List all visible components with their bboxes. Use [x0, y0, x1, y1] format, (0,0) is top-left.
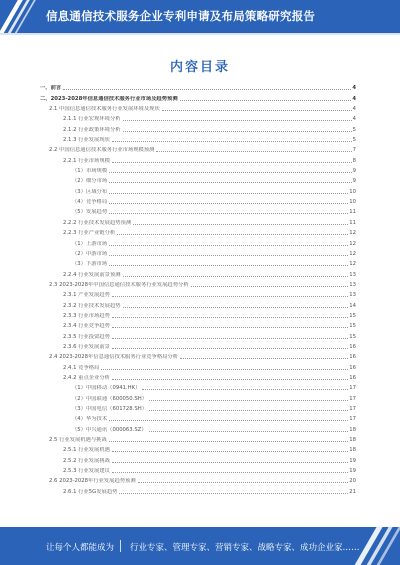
toc-entry[interactable]	[40, 361, 356, 371]
toc-page-number: 17	[349, 406, 356, 412]
toc-entry[interactable]	[40, 103, 356, 113]
toc-page-number: 18	[349, 437, 356, 444]
toc-page-number: 8	[352, 157, 356, 164]
toc-page-number: 20	[349, 478, 356, 485]
toc-entry[interactable]	[40, 434, 356, 444]
toc-entry-text: （3）区域分布	[72, 188, 108, 195]
toc-page-number: 9	[352, 168, 356, 175]
toc-dot-leader	[149, 410, 348, 411]
toc-entry[interactable]	[40, 248, 356, 258]
toc-dot-leader	[109, 182, 351, 183]
toc-page-number: 12	[349, 261, 356, 268]
toc-entry-text: 二、2023-2028年信息通信技术服务行业市场及趋势预测	[40, 95, 178, 102]
toc-dot-leader	[119, 493, 348, 494]
toc-entry-text: 2.2.3 行业产业链分析	[63, 230, 116, 237]
toc-entry[interactable]	[40, 279, 356, 289]
toc-entry-text: 2.4.2 重点企业分析	[63, 374, 110, 381]
toc-page-number: 10	[349, 188, 356, 195]
header-logo-mark	[0, 0, 40, 33]
toc-page-number: 16	[349, 374, 356, 381]
page-header	[0, 0, 400, 33]
toc-page-number: 12	[349, 250, 356, 257]
toc-entry-text: 2.1 中国信息通信技术服务行业发展环境及现状	[49, 106, 160, 113]
toc-entry-text: 2.3.2 行业技术发展趋势	[63, 302, 121, 309]
toc-entry[interactable]	[40, 351, 356, 361]
toc-page-number: 15	[349, 312, 356, 319]
toc-dot-leader	[109, 172, 351, 173]
toc-entry-text: 2.2.4 行业发展前景预测	[63, 271, 121, 278]
toc-dot-leader	[109, 420, 348, 421]
toc-page-number: 19	[349, 457, 356, 464]
toc-page-number: 16	[349, 343, 356, 350]
toc-entry-text: 2.3 2023-2028年中国信息通信技术服务行业发展趋势分析	[49, 281, 189, 288]
toc-dot-leader	[180, 358, 348, 359]
toc-entry-text: 2.3.3 行业市场趋势	[63, 312, 110, 319]
toc-entry[interactable]	[40, 175, 356, 185]
toc-page-number: 17	[349, 385, 356, 392]
toc-page-number: 10	[349, 199, 356, 206]
toc-entry[interactable]	[40, 341, 356, 351]
toc-dot-leader	[162, 110, 352, 111]
toc-page-number: 18	[349, 447, 356, 454]
report-title: 信息通信技术服务企业专利申请及布局策略研究报告	[46, 9, 316, 23]
toc-page-number: 12	[349, 230, 356, 237]
toc-dot-leader	[117, 234, 348, 235]
toc-entry[interactable]	[40, 299, 356, 309]
toc-entry-text: 2.2.2 行业技术发展趋势预测	[63, 219, 132, 226]
toc-dot-leader	[149, 400, 348, 401]
toc-entry-text: 2.5 行业发展机遇与挑战	[49, 437, 107, 444]
toc-dot-leader	[112, 379, 348, 380]
toc-page-number: 9	[352, 178, 356, 185]
header-divider	[0, 33, 400, 35]
toc-entry[interactable]	[40, 82, 356, 92]
toc-page-number: 16	[349, 364, 356, 371]
toc-entry[interactable]	[40, 310, 356, 320]
toc-page-number: 5	[352, 126, 356, 133]
toc-page-number: 11	[349, 219, 356, 226]
toc-page-number: 19	[349, 468, 356, 475]
toc-entry[interactable]	[40, 268, 356, 278]
toc-page-number: 7	[352, 147, 356, 154]
toc-dot-leader	[112, 451, 348, 452]
toc-dot-leader	[180, 100, 352, 101]
toc-entry[interactable]	[40, 185, 356, 195]
toc-page-number: 4	[352, 85, 356, 92]
toc-entry-text: 2.2.1 行业市场规模	[63, 157, 110, 164]
toc-entry[interactable]	[40, 475, 356, 485]
toc-dot-leader	[112, 141, 352, 142]
toc-dot-leader	[109, 193, 348, 194]
toc-entry-text: （5）发展趋势	[72, 209, 108, 216]
footer-logo-mark	[355, 527, 400, 565]
toc-dot-leader	[123, 120, 352, 121]
toc-entry[interactable]	[40, 485, 356, 495]
footer-divider	[120, 540, 121, 552]
toc-dot-leader	[112, 472, 348, 473]
toc-entry-text: 2.3.5 行业投资趋势	[63, 333, 110, 340]
toc-entry-text: （2）中游市场	[72, 250, 108, 257]
toc-entry-text: （1）市场规模	[72, 168, 108, 175]
toc-dot-leader	[109, 203, 348, 204]
toc-dot-leader	[156, 151, 351, 152]
toc-page-number: 4	[352, 95, 356, 102]
toc-page-number: 17	[349, 395, 356, 402]
toc-dot-leader	[123, 276, 349, 277]
toc-entry[interactable]	[40, 123, 356, 133]
toc-dot-leader	[109, 441, 348, 442]
toc-entry[interactable]	[40, 134, 356, 144]
toc-entry-text: （1）上游市场	[72, 240, 108, 247]
toc-dot-leader	[123, 131, 352, 132]
toc-entry[interactable]	[40, 154, 356, 164]
toc-entry-text: 一、前言	[40, 85, 62, 92]
toc-dot-leader	[112, 327, 348, 328]
toc-page-number: 13	[349, 292, 356, 299]
toc-entry-text: （1）中国移动（0941.HK）	[72, 385, 141, 392]
toc-entry-text: （2）中国联通（600050.SH）	[72, 395, 147, 402]
toc-entry-text: 2.4.1 竞争格局	[63, 364, 100, 371]
toc-entry-text: 2.3.4 行业竞争趋势	[63, 323, 110, 330]
toc-dot-leader	[149, 431, 349, 432]
page-footer	[0, 527, 400, 565]
toc-entry[interactable]	[40, 92, 356, 102]
toc-dot-leader	[112, 348, 348, 349]
toc-entry-text: 2.2 中国信息通信技术服务行业市场规模预测	[49, 147, 155, 154]
toc-entry[interactable]	[40, 227, 356, 237]
footer-slogan-left: 让每个人都能成为	[46, 543, 115, 553]
toc-entry-text: 2.3.1 产业发展趋势	[63, 292, 110, 299]
toc-page-number: 13	[349, 281, 356, 288]
toc-entry[interactable]	[40, 330, 356, 340]
toc-entry-text: 2.5.2 行业发展挑战	[63, 457, 110, 464]
toc-page-number: 18	[349, 426, 356, 433]
toc-dot-leader	[109, 265, 348, 266]
toc-page-number: 12	[349, 240, 356, 247]
toc-dot-leader	[138, 482, 349, 483]
toc-entry[interactable]	[40, 392, 356, 402]
toc-entry[interactable]	[40, 165, 356, 175]
toc-entry[interactable]	[40, 206, 356, 216]
toc-dot-leader	[109, 255, 348, 256]
toc-dot-leader	[133, 224, 348, 225]
toc-entry[interactable]	[40, 237, 356, 247]
toc-dot-leader	[142, 389, 348, 390]
toc-entry[interactable]	[40, 320, 356, 330]
footer-slogan-right: 行业专家、管理专家、营销专家、战略专家、成功企业家……	[130, 543, 360, 553]
toc-entry-text: （3）下游市场	[72, 261, 108, 268]
toc-heading: 内容目录	[169, 60, 230, 75]
toc-dot-leader	[101, 369, 348, 370]
toc-dot-leader	[63, 89, 351, 90]
toc-entry[interactable]	[40, 403, 356, 413]
toc-page-number: 4	[352, 106, 356, 113]
toc-page-number: 15	[349, 333, 356, 340]
toc-dot-leader	[109, 213, 348, 214]
toc-entry-text: 2.1.3 行业发展现状	[63, 137, 110, 144]
toc-entry[interactable]	[40, 465, 356, 475]
toc-dot-leader	[112, 162, 352, 163]
toc-entry-text: （5）中兴通讯（000063.SZ）	[72, 426, 147, 433]
toc-entry[interactable]	[40, 423, 356, 433]
toc-entry-text: 2.1.1 行业宏观环境分析	[63, 116, 121, 123]
toc-entry[interactable]	[40, 454, 356, 464]
toc-entry-text: 2.6.1 行业5G发展趋势	[63, 488, 118, 495]
toc-entry-text: （2）细分市场	[72, 178, 108, 185]
toc-entry[interactable]	[40, 372, 356, 382]
toc-entry-text: （3）中国电信（601728.SH）	[72, 406, 147, 412]
toc-entry[interactable]	[40, 444, 356, 454]
toc-page-number: 13	[349, 271, 356, 278]
toc-entry-text: （4）华为技术	[72, 416, 108, 423]
toc-page-number: 21	[349, 488, 356, 495]
toc-page-number: 5	[352, 137, 356, 144]
toc-dot-leader	[112, 296, 348, 297]
toc-entry[interactable]	[40, 413, 356, 423]
toc-dot-leader	[123, 307, 349, 308]
toc-entry[interactable]	[40, 196, 356, 206]
toc-entry-text: 2.4 2023-2028年信息通信技术服务行业竞争格局分析	[49, 354, 179, 361]
toc-entry[interactable]	[40, 258, 356, 268]
toc-entry[interactable]	[40, 382, 356, 392]
toc-entry[interactable]	[40, 113, 356, 123]
toc-entry-text: 2.3.6 行业发展前景	[63, 343, 110, 350]
toc-entry-text: 2.6 2023-2028年行业发展趋势预测	[49, 478, 136, 485]
toc-dot-leader	[112, 317, 348, 318]
toc-dot-leader	[112, 462, 348, 463]
toc-entry-text: （4）竞争格局	[72, 199, 108, 206]
toc-entry-text: 2.1.2 行业政策环境分析	[63, 126, 121, 133]
toc-entry-text: 2.5.3 行业发展建议	[63, 468, 110, 475]
toc-page-number: 15	[349, 323, 356, 330]
toc-entry[interactable]	[40, 289, 356, 299]
toc-entry-text: 2.5.1 行业发展机遇	[63, 447, 110, 454]
toc-page-number: 17	[349, 416, 356, 423]
toc-page-number: 14	[349, 302, 356, 309]
toc-dot-leader	[109, 245, 348, 246]
toc-entry[interactable]	[40, 216, 356, 226]
toc-dot-leader	[191, 286, 349, 287]
table-of-contents	[40, 82, 356, 496]
toc-page-number: 11	[349, 209, 356, 216]
toc-dot-leader	[112, 338, 348, 339]
toc-page-number: 4	[352, 116, 356, 123]
toc-entry[interactable]	[40, 144, 356, 154]
toc-page-number: 16	[349, 354, 356, 361]
